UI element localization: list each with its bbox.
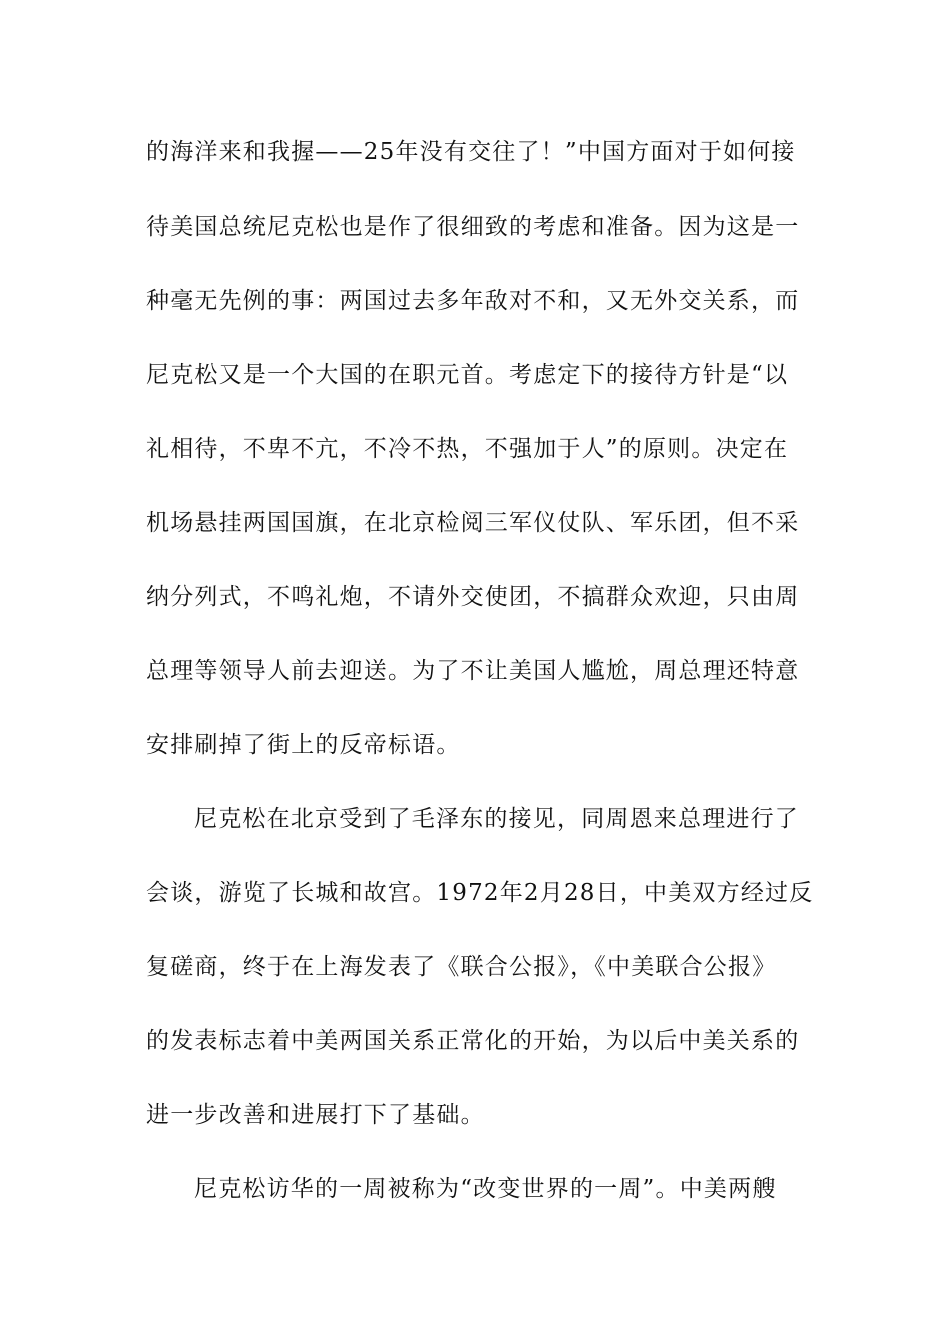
- text-line-7: 纳分列式，不鸣礼炮，不请外交使团，不搞群众欢迎，只由周: [146, 584, 800, 610]
- paragraph-2-line-5: 进一步改善和进展打下了基础。: [146, 1102, 485, 1128]
- text-line-1: 的海洋来和我握——25年没有交往了！”中国方面对于如何接: [146, 139, 796, 165]
- paragraph-2-line-1: 尼克松在北京受到了毛泽东的接见，同周恩来总理进行了: [194, 806, 799, 832]
- paragraph-2-line-4: 的发表标志着中美两国关系正常化的开始，为以后中美关系的: [146, 1028, 800, 1054]
- paragraph-3-line-1: 尼克松访华的一周被称为“改变世界的一周”。中美两艘: [194, 1176, 777, 1202]
- text-line-8: 总理等领导人前去迎送。为了不让美国人尴尬，周总理还特意: [146, 658, 800, 684]
- text-line-4: 尼克松又是一个大国的在职元首。考虑定下的接待方针是“以: [146, 362, 789, 388]
- paragraph-2-line-3: 复磋商，终于在上海发表了《联合公报》，《中美联合公报》: [146, 954, 777, 980]
- text-line-9: 安排刷掉了街上的反帝标语。: [146, 732, 461, 758]
- text-line-5: 礼相待，不卑不亢，不冷不热，不强加于人”的原则。决定在: [146, 436, 789, 462]
- text-line-3: 种毫无先例的事：两国过去多年敌对不和，又无外交关系，而: [146, 288, 800, 314]
- text-line-6: 机场悬挂两国国旗，在北京检阅三军仪仗队、军乐团，但不采: [146, 510, 800, 536]
- paragraph-2-line-2: 会谈，游览了长城和故宫。1972年2月28日，中美双方经过反: [146, 880, 814, 906]
- text-line-2: 待美国总统尼克松也是作了很细致的考虑和准备。因为这是一: [146, 214, 800, 240]
